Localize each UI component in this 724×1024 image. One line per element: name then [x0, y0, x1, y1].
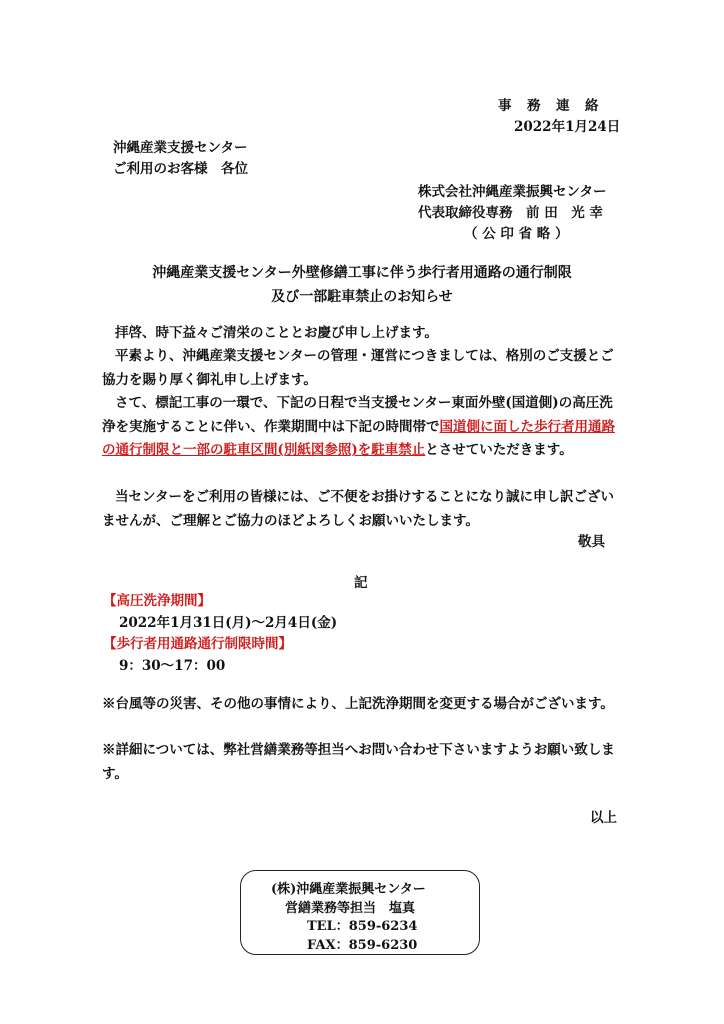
note-schedule-change: ※台風等の災害、その他の事情により、上記洗浄期間を変更する場合がございます。 — [102, 696, 614, 712]
seal-omitted-note: （ 公 印 省 略 ） — [464, 226, 569, 242]
sender-company: 株式会社沖縄産業振興センター — [418, 184, 607, 200]
washing-period-value: 2022年1月31日(月)～2月4日(金) — [119, 615, 338, 631]
notice-title-line-2: 及び一部駐車禁止のお知らせ — [271, 289, 453, 305]
contact-tel: TEL：859-6234 — [307, 919, 418, 934]
notice-title-line-1: 沖縄産業支援センター外壁修繕工事に伴う歩行者用通路の通行制限 — [152, 265, 572, 281]
work-notice-text-end: とさせていただきます。 — [425, 442, 573, 458]
restriction-time-value: 9：30～17：00 — [119, 658, 226, 674]
gratitude-paragraph: 平素より、沖縄産業支援センターの管理・運営につきましては、格別のご支援とご協力を賜り厚く御礼申し上げます。 — [102, 348, 614, 388]
greeting-paragraph: 拝啓、時下益々ご清栄のこととお慶び申し上げます。 — [115, 325, 438, 341]
contact-department: 営繕業務等担当 塩真 — [285, 901, 416, 916]
recipient-line-1: 沖縄産業支援センター — [113, 140, 248, 156]
restriction-highlight: 国道側に面した歩行者用通路の通行制限と一部の駐車区間(別紙図参照)を駐車禁止 — [102, 418, 615, 458]
washing-period-label: 【高圧洗浄期間】 — [103, 593, 211, 609]
work-notice-text: さて、標記工事の一環で、下記の日程で当支援センター東面外壁(国道側)の高圧洗浄を実施することに伴い、作業期間中は下記の時間帯で — [102, 395, 613, 435]
apology-paragraph: 当センターをご利用の皆様には、ご不便をお掛けすることになり誠に申し訳ございませんが、ご理解とご協力のほどよろしくお願いいたします。 — [102, 489, 614, 529]
work-notice-paragraph — [102, 392, 622, 463]
sender-representative: 代表取締役専務 前 田 光 幸 — [418, 205, 603, 221]
ki-heading: 記 — [354, 575, 368, 591]
end-ijo: 以上 — [590, 810, 617, 826]
document-date: 2022年1月24日 — [514, 119, 621, 135]
document-type: 事 務 連 絡 — [498, 98, 600, 114]
recipient-line-2: ご利用のお客様 各位 — [113, 161, 248, 177]
contact-box — [240, 870, 480, 955]
closing-keigu: 敬具 — [578, 534, 605, 550]
restriction-time-label: 【歩行者用通路通行制限時間】 — [103, 636, 292, 652]
contact-fax: FAX：859-6230 — [307, 938, 418, 953]
contact-company: (株)沖縄産業振興センター — [271, 882, 426, 897]
note-inquiries: ※詳細については、弊社営繕業務等担当へお問い合わせ下さいますようお願い致します。 — [102, 742, 615, 782]
